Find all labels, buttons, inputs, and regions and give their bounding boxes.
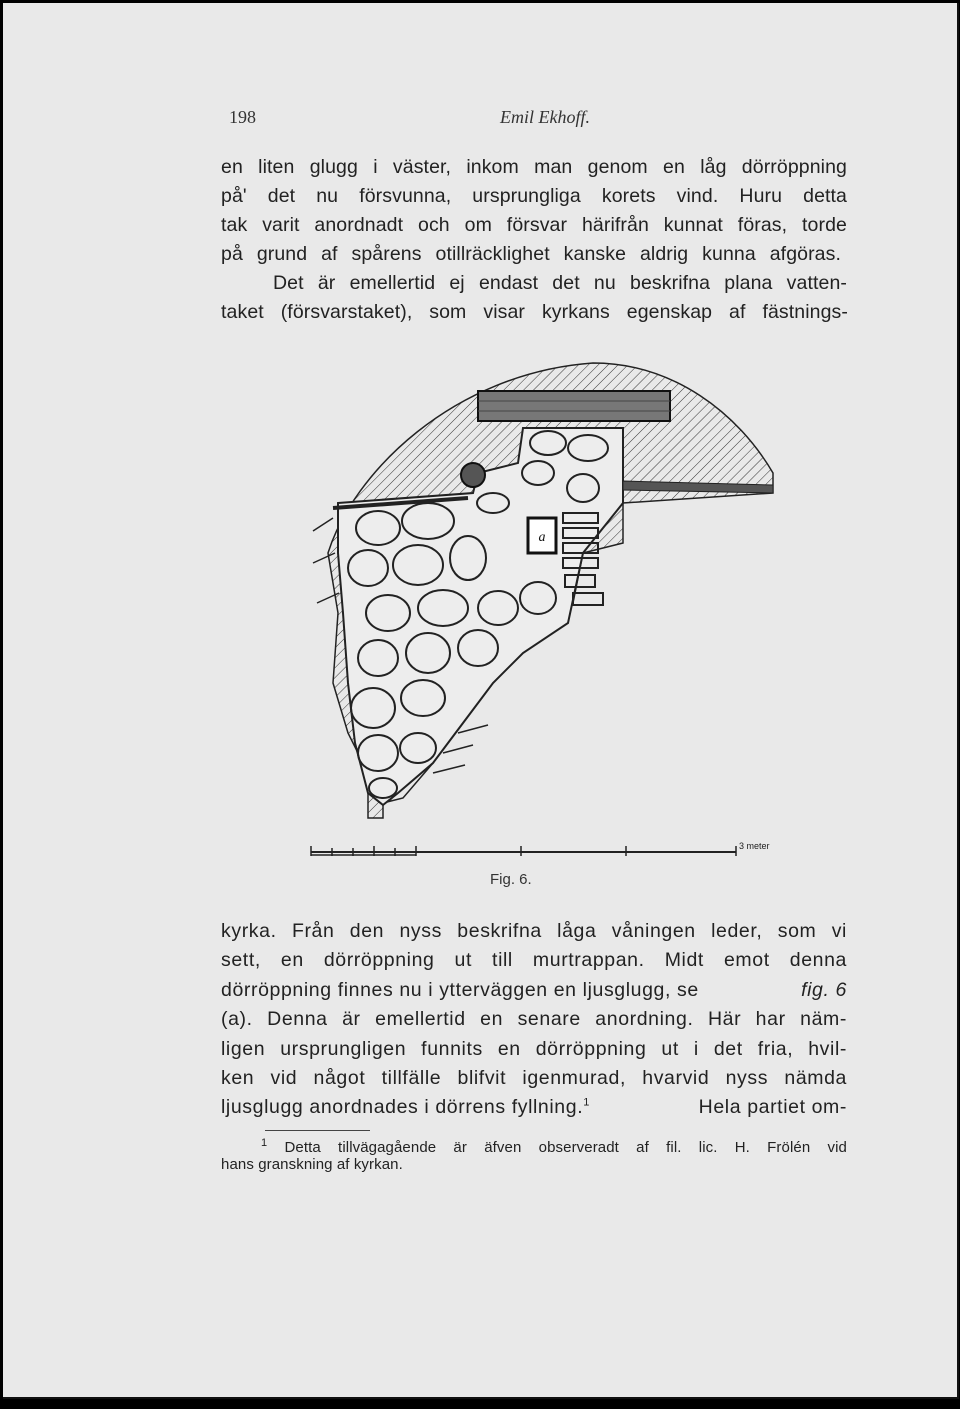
footnote-text: Detta tillvägagående är äfven observeradt af fil. lic. H. Frölén vid xyxy=(284,1139,847,1156)
text-line xyxy=(221,1093,847,1123)
text-span: ljusglugg anordnades i dörrens fyllning. xyxy=(221,1096,584,1119)
text-line: kyrka. Från den nyss beskrifna låga våningen leder, som vi xyxy=(221,920,847,942)
window-label: a xyxy=(538,530,546,545)
text-line xyxy=(221,976,847,1006)
text-line: ligen ursprungligen funnits en dörröppning ut i det fria, hvil- xyxy=(221,1037,847,1060)
text-line: sett, en dörröppning ut till murtrappan. Midt emot denna xyxy=(221,949,847,972)
page xyxy=(3,3,959,1399)
footnote-number: 1 xyxy=(261,1137,268,1149)
text-line: taket (försvarstaket), som visar kyrkans egenskap af fästnings- xyxy=(221,301,848,323)
footnote-marker: 1 xyxy=(583,1096,590,1109)
footnote-line: hans granskning af kyrkan. xyxy=(221,1156,403,1173)
wall-section-figure xyxy=(293,353,793,873)
running-head: Emil Ekhoff. xyxy=(500,107,590,127)
text-line: på grund af spårens otillräcklighet kanske aldrig kunna afgöras. xyxy=(221,243,841,265)
text-span: dörröppning finnes nu i ytterväggen en ljusglugg, se xyxy=(221,978,699,1001)
page-number: 198 xyxy=(229,107,256,127)
footnote-rule xyxy=(265,1130,370,1131)
text-line: tak varit anordnadt och om försvar härifrån kunnat föras, torde xyxy=(221,214,847,236)
text-line: ken vid något tillfälle blifvit igenmurad, hvarvid nyss nämda xyxy=(221,1067,847,1089)
figure-caption: Fig. 6. xyxy=(490,871,532,888)
text-line: (a). Denna är emellertid en senare anordning. Här har näm- xyxy=(221,1008,847,1031)
text-line: Det är emellertid ej endast det nu beskrifna plana vatten- xyxy=(273,272,847,294)
text-span: Hela partiet om- xyxy=(698,1096,847,1119)
footnote-line xyxy=(261,1139,847,1156)
text-span xyxy=(221,1093,590,1123)
scale-label: 3 meter xyxy=(739,841,770,851)
text-line: på' det nu försvunna, ursprungliga korets vind. Huru detta xyxy=(221,185,847,207)
text-line: en liten glugg i väster, inkom man genom en låg dörröppning xyxy=(221,156,847,178)
scale-bar xyxy=(306,838,770,862)
figure-reference: fig. 6 xyxy=(801,978,847,1001)
